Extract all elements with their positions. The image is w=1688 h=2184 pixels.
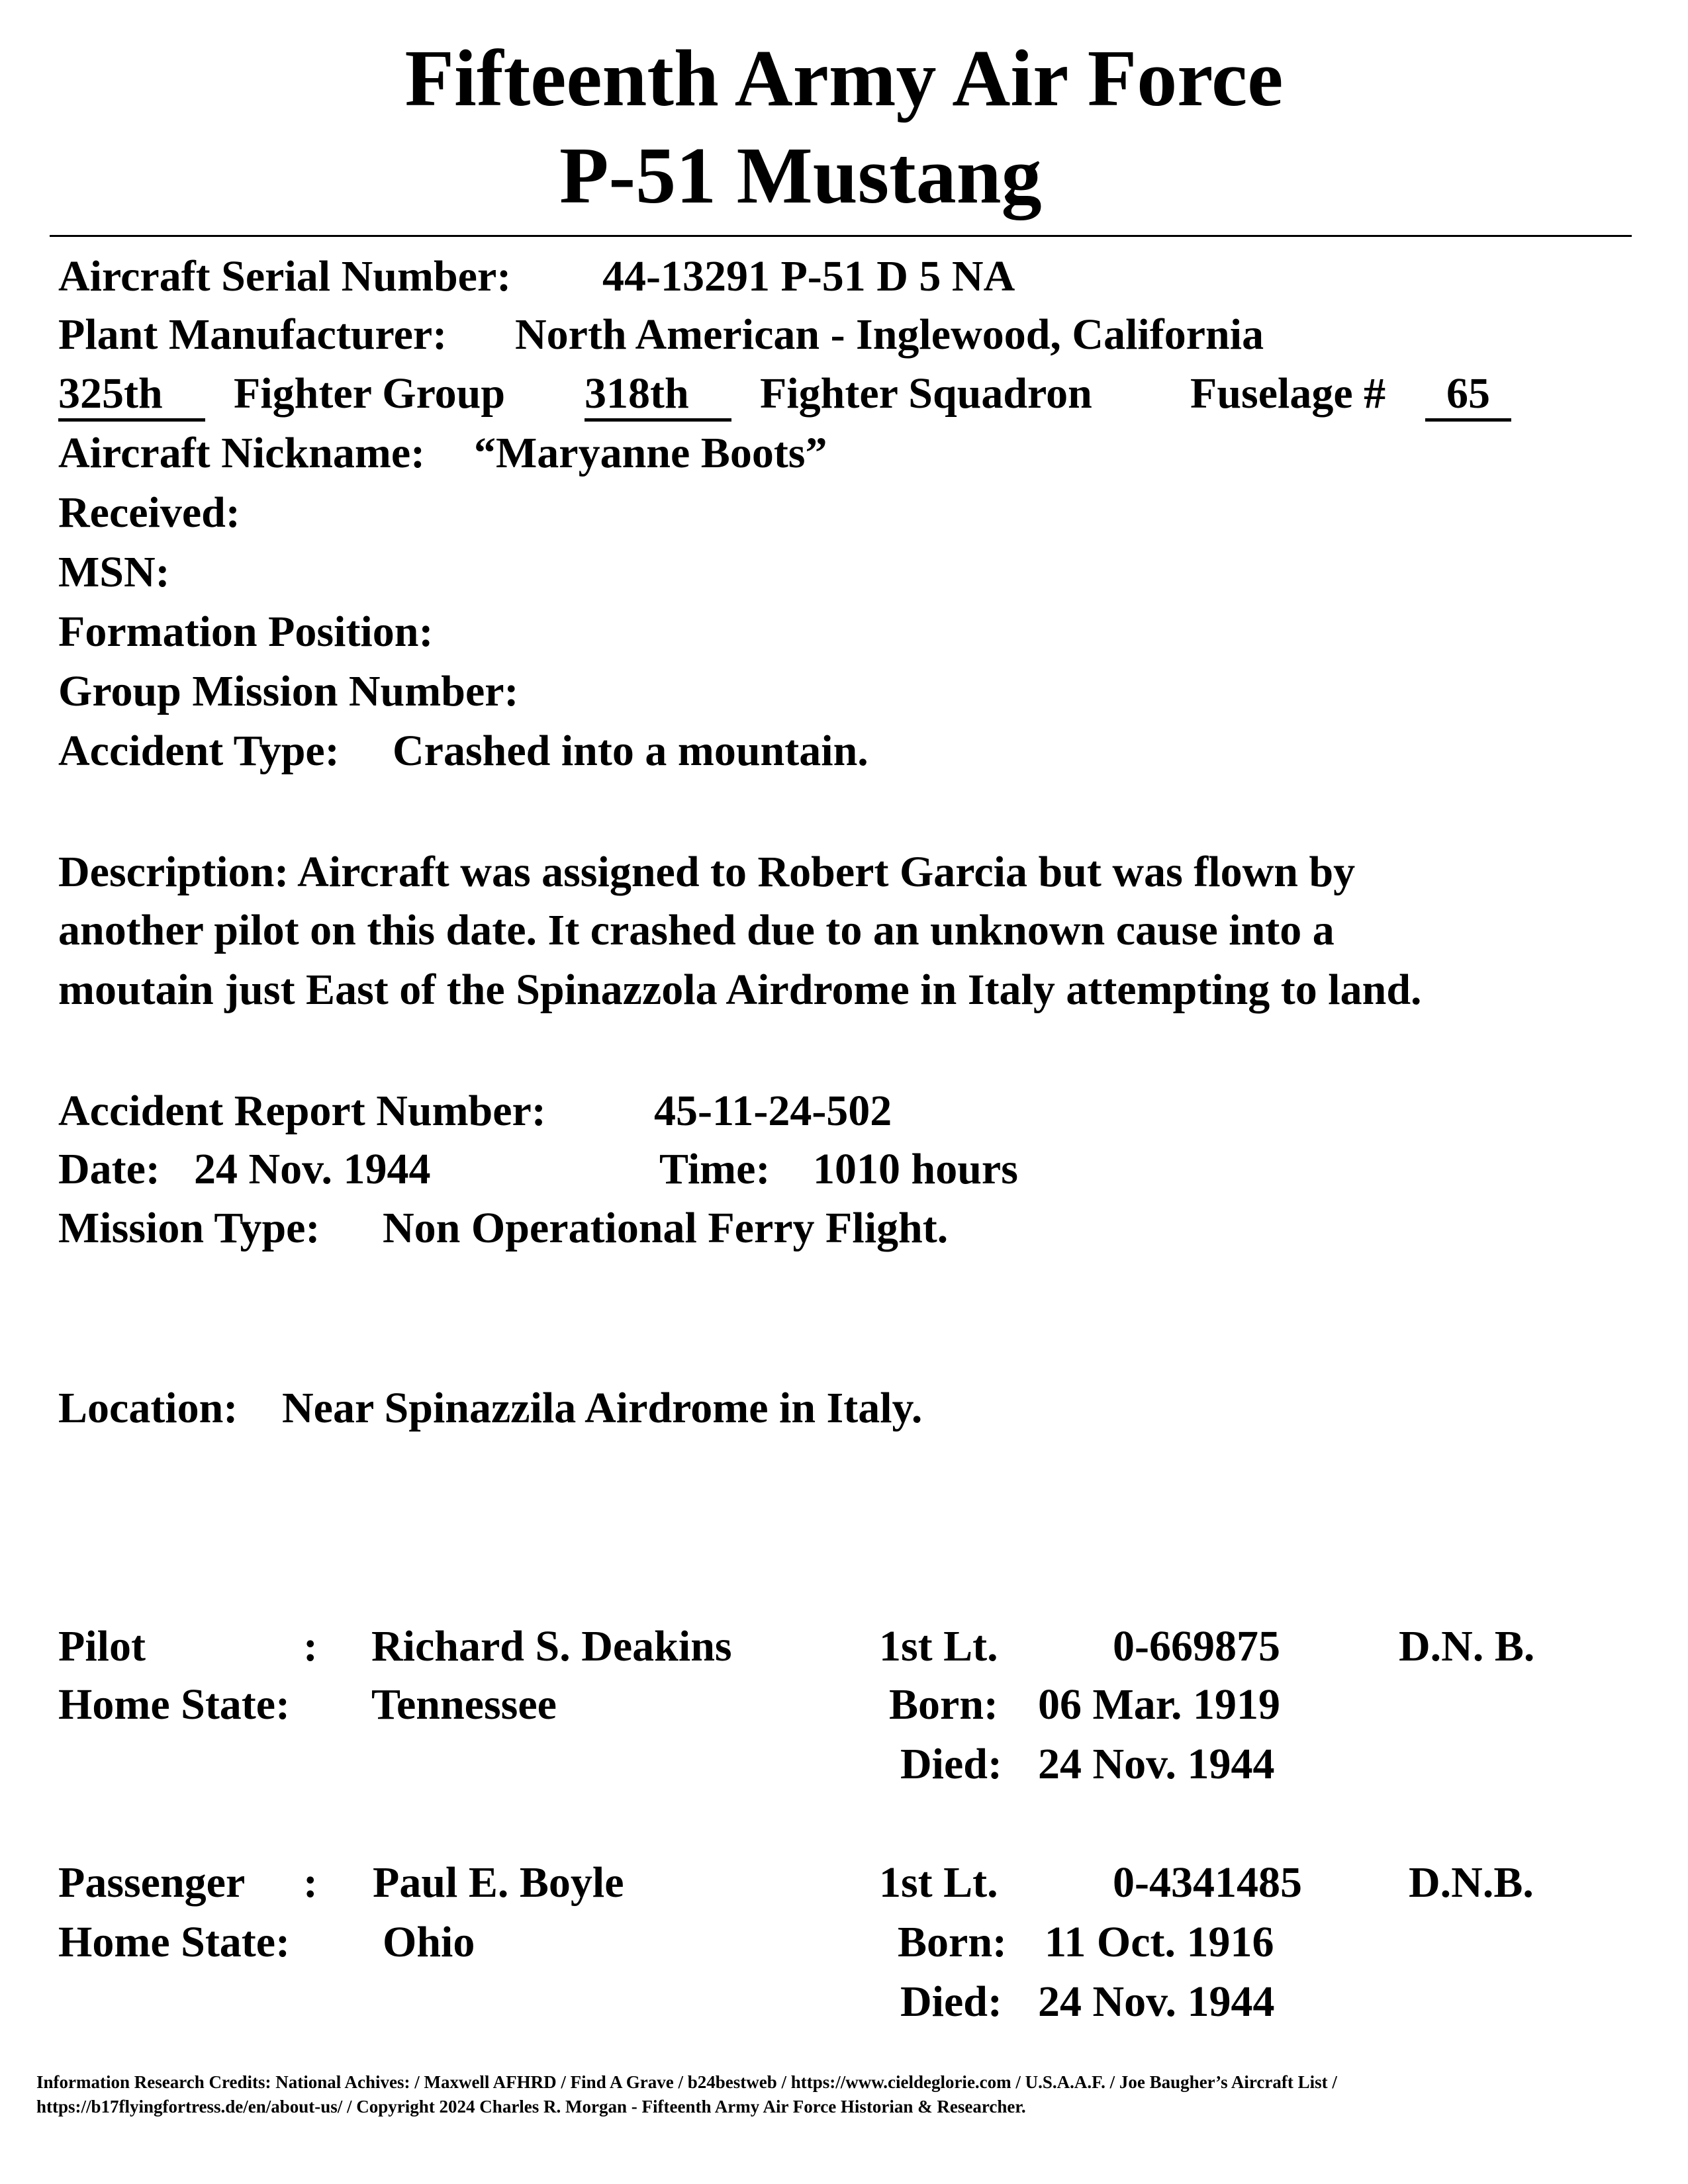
nickname-value: “Maryanne Boots”	[474, 429, 827, 477]
born-label: Born:	[889, 1680, 998, 1729]
crew-rank: 1st Lt.	[879, 1622, 998, 1670]
manufacturer-label: Plant Manufacturer:	[58, 310, 447, 359]
fighter-group-value: 325th	[58, 372, 205, 422]
crew-name: Paul E. Boyle	[373, 1858, 624, 1907]
group-mission-label: Group Mission Number:	[58, 667, 519, 715]
nickname-label: Aircraft Nickname:	[58, 429, 426, 477]
report-number-label: Accident Report Number:	[58, 1087, 546, 1135]
date-label: Date:	[58, 1145, 160, 1193]
date-value: 24 Nov. 1944	[194, 1145, 431, 1193]
born-value: 06 Mar. 1919	[1038, 1680, 1281, 1729]
crew-role: Passenger	[58, 1858, 246, 1907]
fighter-squadron-label: Fighter Squadron	[760, 369, 1092, 418]
location-value: Near Spinazzila Airdrome in Italy.	[282, 1384, 923, 1432]
crew-serial: 0-4341485	[1113, 1858, 1302, 1907]
crew-name: Richard S. Deakins	[371, 1622, 732, 1670]
home-state-label: Home State:	[58, 1918, 291, 1966]
died-value: 24 Nov. 1944	[1038, 1978, 1275, 2026]
home-state-value: Ohio	[383, 1918, 475, 1966]
fighter-squadron-value: 318th	[585, 372, 731, 422]
fuselage-label: Fuselage #	[1190, 369, 1386, 418]
died-label: Died:	[900, 1740, 1002, 1788]
serial-number-label: Aircraft Serial Number:	[58, 252, 512, 300]
document-title: Fifteenth Army Air Force	[404, 34, 1284, 123]
header-divider	[50, 235, 1632, 237]
description-line-3: moutain just East of the Spinazzola Airdrome in Italy attempting to land.	[58, 966, 1422, 1014]
mission-type-value: Non Operational Ferry Flight.	[383, 1204, 949, 1252]
description-line-1: Description: Aircraft was assigned to Robert Garcia but was flown by	[58, 848, 1356, 896]
time-label: Time:	[659, 1145, 771, 1193]
crew-rank: 1st Lt.	[879, 1858, 998, 1907]
fighter-group-label: Fighter Group	[234, 369, 506, 418]
crew-serial: 0-669875	[1113, 1622, 1280, 1670]
formation-position-label: Formation Position:	[58, 608, 434, 656]
location-label: Location:	[58, 1384, 238, 1432]
born-value: 11 Oct. 1916	[1045, 1918, 1274, 1966]
report-number-value: 45-11-24-502	[654, 1087, 892, 1135]
home-state-label: Home State:	[58, 1680, 291, 1729]
crew-role-colon: :	[303, 1858, 318, 1907]
received-label: Received:	[58, 488, 240, 537]
crew-status: D.N.B.	[1409, 1858, 1534, 1907]
aircraft-type-title: P-51 Mustang	[559, 131, 1042, 220]
accident-type-label: Accident Type:	[58, 727, 340, 775]
serial-number-value: 44-13291 P-51 D 5 NA	[602, 252, 1015, 300]
died-value: 24 Nov. 1944	[1038, 1740, 1275, 1788]
crew-status: D.N. B.	[1399, 1622, 1535, 1670]
accident-type-value: Crashed into a mountain.	[393, 727, 868, 775]
time-value: 1010 hours	[813, 1145, 1018, 1193]
crew-role-colon: :	[303, 1622, 318, 1670]
manufacturer-value: North American - Inglewood, California	[515, 310, 1264, 359]
description-line-2: another pilot on this date. It crashed due to an unknown cause into a	[58, 906, 1335, 954]
died-label: Died:	[900, 1978, 1002, 2026]
msn-label: MSN:	[58, 548, 170, 596]
credits-line-1: Information Research Credits: National Achives: / Maxwell AFHRD / Find A Grave / b24bestweb / https://www.cieldeglorie.com / U.S.A.A.F. / Joe Baugher’s Aircraft List /	[36, 2072, 1337, 2092]
credits-line-2: https://b17flyingfortress.de/en/about-us/ / Copyright 2024 Charles R. Morgan - Fifteenth Army Air Force Historian & Researcher.	[36, 2097, 1026, 2116]
born-label: Born:	[898, 1918, 1007, 1966]
home-state-value: Tennessee	[371, 1680, 557, 1729]
fuselage-value: 65	[1425, 372, 1511, 422]
mission-type-label: Mission Type:	[58, 1204, 320, 1252]
crew-role: Pilot	[58, 1622, 146, 1670]
